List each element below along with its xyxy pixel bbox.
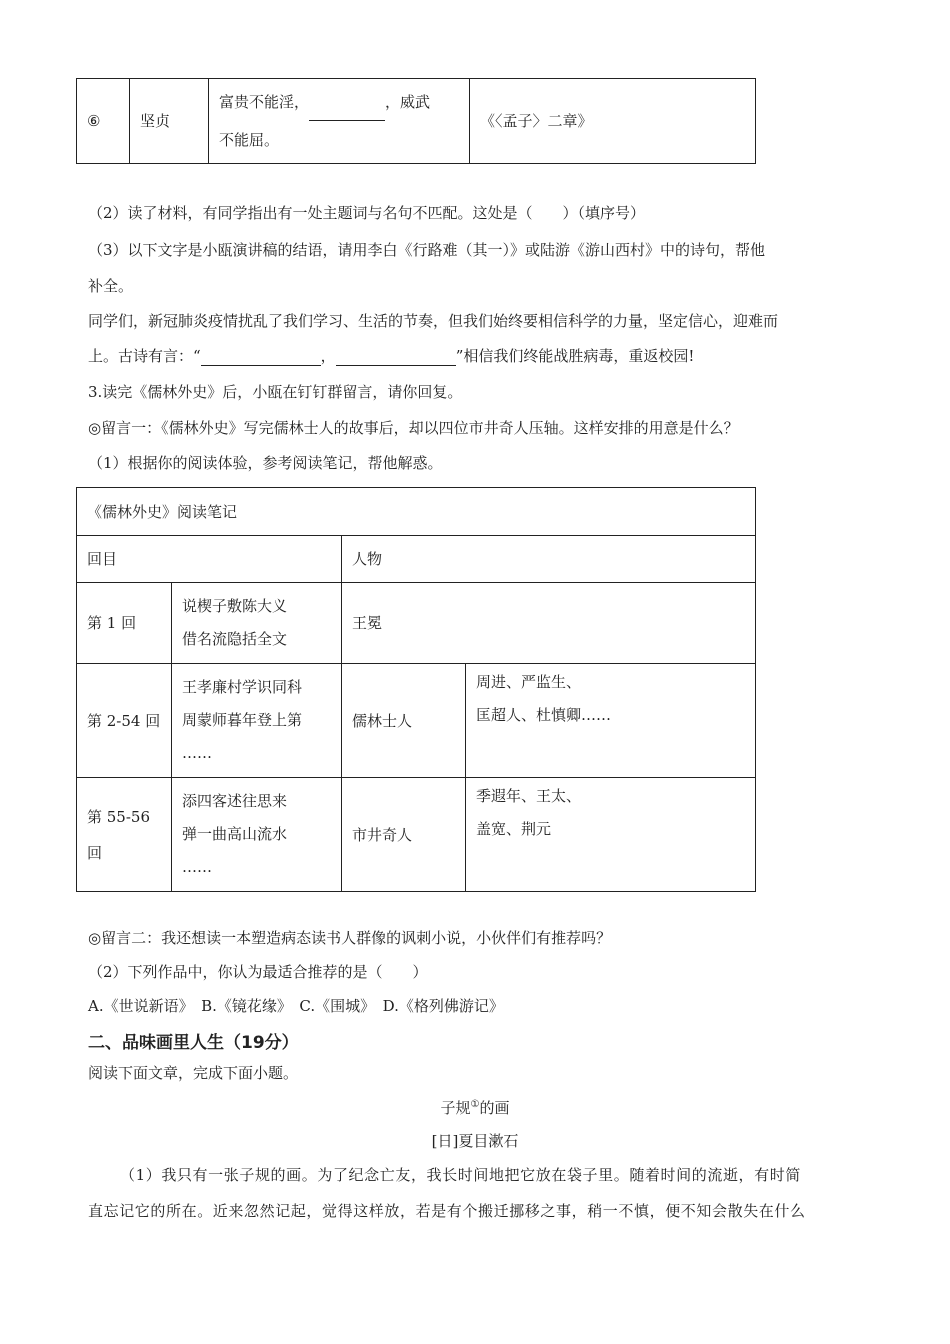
question-3-line2: 补全。 [88,277,134,295]
message-1-question: （1）根据你的阅读体验，参考阅读笔记，帮他解惑。 [88,454,443,472]
famous-quote: 富贵不能淫， ，威武 不能屈。 [209,79,470,164]
paragraph-1-line1: （1）我只有一张子规的画。为了纪念亡友，我长时间地把它放在袋子里。随着时间的流逝，有时简 [120,1166,801,1184]
article-title: 子规①的画 [440,1099,510,1117]
quote-source: 《〈孟子〉二章》 [470,79,756,164]
person-cell: 王冕 [342,583,756,664]
chapter-title-cell: 王孝廉村学识同科 周蒙师暮年登上第 …… [172,664,342,778]
theme-quote-table [76,78,756,164]
message-2: ◎留言二：我还想读一本塑造病态读书人群像的讽刺小说，小伙伴们有推荐吗？ [88,929,612,947]
chapter-cell: 第 1 回 [77,583,172,664]
quote-blank[interactable] [309,102,385,121]
reading-instruction: 阅读下面文章，完成下面小题。 [88,1064,299,1082]
speech-line2: 上。古诗有言：“ ， ”相信我们终能战胜病毒，重返校园! [88,347,695,365]
group-cell: 市井奇人 [342,778,466,892]
person-list-cell: 周进、严监生、 匡超人、杜慎卿…… [466,664,756,778]
person-list-cell: 季遐年、王太、 盖宽、荆元 [466,778,756,892]
answer-options: A.《世说新语》 B.《镜花缘》 C.《围城》 D.《格列佛游记》 [88,997,504,1015]
poem-blank-1[interactable] [201,347,321,366]
section-3-title: 3.读完《儒林外史》后，小瓯在钉钉群留言，请你回复。 [88,383,463,401]
message-2-question: （2）下列作品中，你认为最适合推荐的是（ ） [88,963,428,981]
chapter-title-cell: 说楔子敷陈大义 借名流隐括全文 [172,583,342,664]
question-2: （2）读了材料，有同学指出有一处主题词与名句不匹配。这处是（ ）（填序号） [88,204,646,222]
row-number: ⑥ [77,79,130,164]
section-2-heading: 二、品味画里人生（19分） [88,1033,299,1053]
chapter-cell: 第 55-56 回 [77,778,172,892]
group-cell: 儒林士人 [342,664,466,778]
paragraph-1-line2: 直忘记它的所在。近来忽然记起，觉得这样放，若是有个搬迁挪移之事，稍一不慎，便不知会散失在什么 [88,1202,806,1220]
theme-word: 坚贞 [130,79,209,164]
chapter-title-cell: 添四客述往思来 弹一曲高山流水 …… [172,778,342,892]
notes-title: 《儒林外史》阅读笔记 [77,488,756,536]
header-person: 人物 [342,536,756,583]
article-author: [日]夏目漱石 [431,1132,519,1150]
chapter-cell: 第 2-54 回 [77,664,172,778]
header-chapter: 回目 [77,536,342,583]
question-3-line1: （3）以下文字是小瓯演讲稿的结语，请用李白《行路难（其一）》或陆游《游山西村》中的诗句，帮他 [88,241,766,259]
speech-line1: 同学们，新冠肺炎疫情扰乱了我们学习、生活的节奏，但我们始终要相信科学的力量，坚定信心，迎难而 [88,312,779,330]
reading-notes-table [76,487,756,892]
poem-blank-2[interactable] [336,347,456,366]
message-1: ◎留言一：《儒林外史》写完儒林士人的故事后，却以四位市井奇人压轴。这样安排的用意是什么？ [88,419,739,437]
